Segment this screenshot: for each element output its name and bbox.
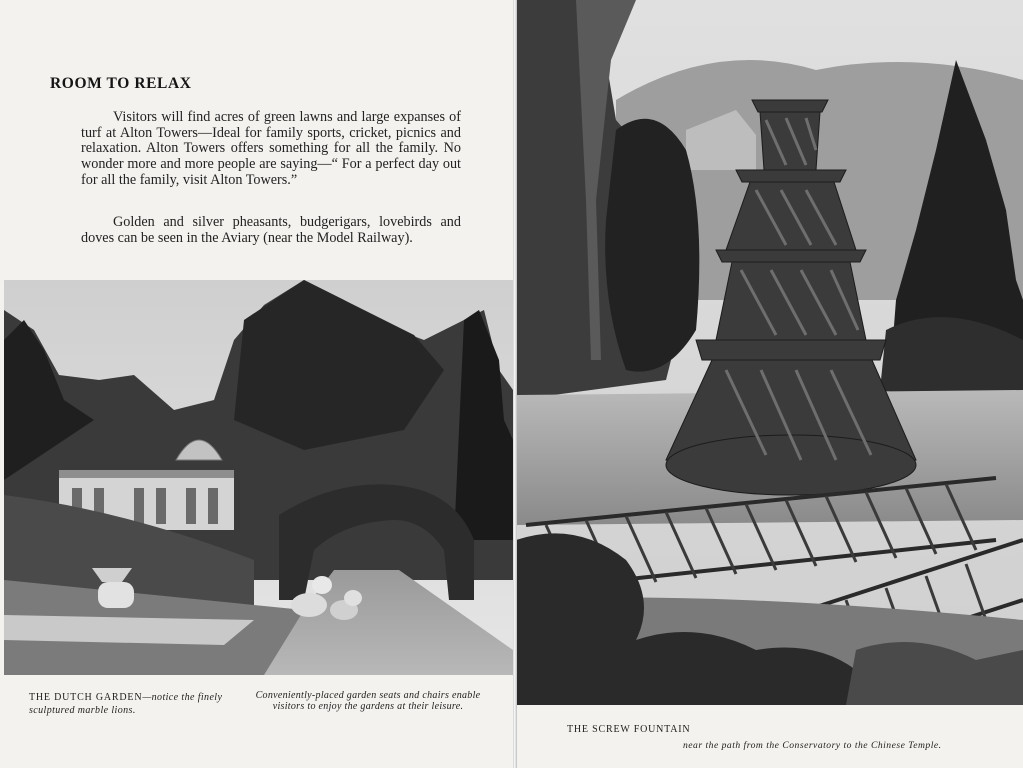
page-gutter xyxy=(513,0,517,768)
right-page xyxy=(515,0,1023,768)
caption-screw-fountain-note: near the path from the Conservatory to the Chinese Temple. xyxy=(683,740,942,751)
caption-screw-fountain-title: THE SCREW FOUNTAIN xyxy=(567,724,691,735)
page-heading: ROOM TO RELAX xyxy=(50,75,192,92)
paragraph-aviary: Golden and silver pheasants, budgerigars, lovebirds and doves can be seen in the Aviary (near the Model Railway). xyxy=(81,214,461,246)
caption-dutch-garden-title: THE DUTCH GARDEN xyxy=(29,692,143,703)
caption-garden-seats: Conveniently-placed garden seats and chairs enable visitors to enjoy the gardens at their leisure. xyxy=(255,690,481,712)
caption-dutch-garden xyxy=(29,690,229,716)
paragraph-lawns: Visitors will find acres of green lawns and large expanses of turf at Alton Towers—Ideal for family sports, cricket, picnics and relaxation. Alton Towers offers something for all the family. No wonder more and more people are saying—“ For a perfect day out for all the family, visit Alton Towers.” xyxy=(81,109,461,188)
dutch-garden-photo xyxy=(4,280,513,675)
screw-fountain-photo xyxy=(516,0,1023,705)
caption-dutch-garden-note: —notice the finely sculptured marble lions. xyxy=(29,692,223,716)
